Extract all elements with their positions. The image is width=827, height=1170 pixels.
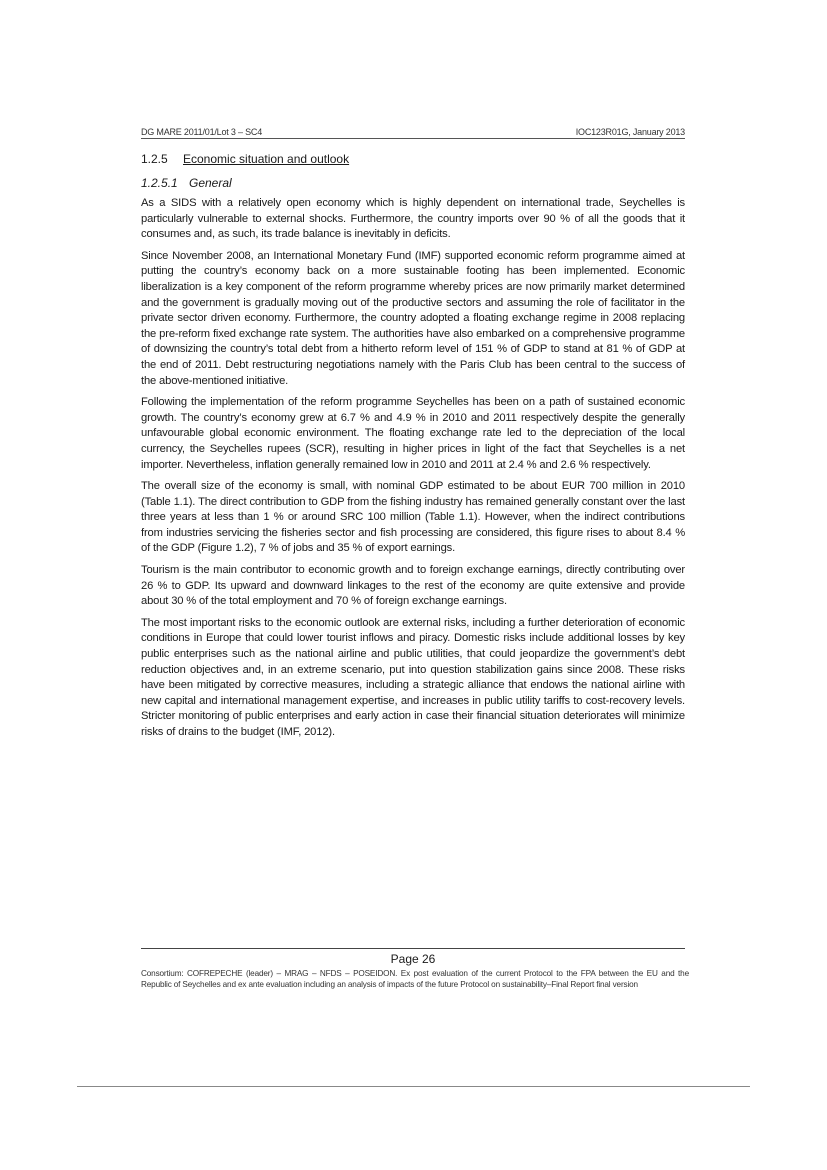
section-heading [141,152,349,166]
footer-divider [141,948,685,949]
subsection-number: 1.2.5.1 [141,176,178,190]
header-right: IOC123R01G, January 2013 [575,127,685,137]
section-title: Economic situation and outlook [183,152,350,166]
paragraph: As a SIDS with a relatively open economy which is highly dependent on international trade, Seychelles is particularly vulnerable to external shocks. Furthermore, the country imports over 90 % of all the goods that it consumes and, as such, its trade balance is inevitably in deficits. [141,197,685,241]
header-left: DG MARE 2011/01/Lot 3 – SC4 [141,127,262,137]
paragraph: The overall size of the economy is small, with nominal GDP estimated to be about EUR 700 million in 2010 (Table 1.1). The direct contribution to GDP from the fishing industry has remained generally constant over the last three years at less than 1 % or around SRC 100 million (Table 1.1). However, when the indirect contributions from industries servicing the fisheries sector and fish processing are considered, this figure rises to about 8.4 % of the GDP (Figure 1.2), 7 % of jobs and 35 % of export earnings. [141,480,685,555]
paragraph: Since November 2008, an International Monetary Fund (IMF) supported economic reform programme aimed at putting the country’s economy back on a more sustainable footing has been implemented. Economic liberalization is a key component of the reform programme whereby prices are now primarily market determined and the government is gradually moving out of the productive sectors and assuming the role of facilitator in the private sector driven economy. Furthermore, the country adopted a floating exchange regime in 2008 replacing the pre-reform fixed exchange rate system. The authorities have also embarked on a comprehensive programme of downsizing the country’s total debt from a hitherto reform level of 151 % of GDP to stand at 81 % of GDP at the end of 2011. Debt restructuring negotiations namely with the Paris Club has been central to the success of the above-mentioned initiative. [141,249,685,387]
paragraph: Tourism is the main contributor to economic growth and to foreign exchange earnings, directly contributing over 26 % to GDP. Its upward and downward linkages to the rest of the economy are quite extensive and provide about 30 % of the total employment and 70 % of foreign exchange earnings. [141,564,685,608]
footer-consortium: Consortium: COFREPECHE (leader) – MRAG – NFDS – POSEIDON. Ex post evaluation of the current Protocol to the FPA between the EU and the Republic of Seychelles and ex ante evaluation including an analysis of impacts of the future Protocol on sustainability–Final Report final version [141,969,689,989]
subsection-heading [141,176,232,190]
paragraph: Following the implementation of the reform programme Seychelles has been on a path of sustained economic growth. The country’s economy grew at 6.7 % and 4.9 % in 2010 and 2011 respectively despite the generally unfavourable global economic environment. The floating exchange rate led to the depreciation of the local currency, the Seychelles rupees (SCR), resulting in higher prices in light of the fact that Seychelles is a net importer. Nevertheless, inflation generally remained low in 2010 and 2011 at 2.4 % and 2.6 % respectively. [141,396,685,471]
subsection-title: General [189,176,232,190]
running-header [141,127,685,139]
body-text [141,196,685,747]
page-bottom-divider [77,1086,750,1087]
page-number: Page 26 [390,952,436,966]
section-number: 1.2.5 [141,152,168,166]
paragraph: The most important risks to the economic outlook are external risks, including a further deterioration of economic conditions in Europe that could lower tourist inflows and piracy. Domestic risks include additional losses by key public enterprises such as the national airline and public utilities, that could jeopardize the government’s debt reduction objectives and, in an extreme scenario, put into question stabilization gains since 2008. These risks have been mitigated by corrective measures, including a strategic alliance that endows the national airline with new capital and international management expertise, and increases in public utility tariffs to cost-recovery levels. Stricter monitoring of public enterprises and early action in case their financial situation deteriorates will minimize risks of drains to the budget (IMF, 2012). [141,616,685,738]
